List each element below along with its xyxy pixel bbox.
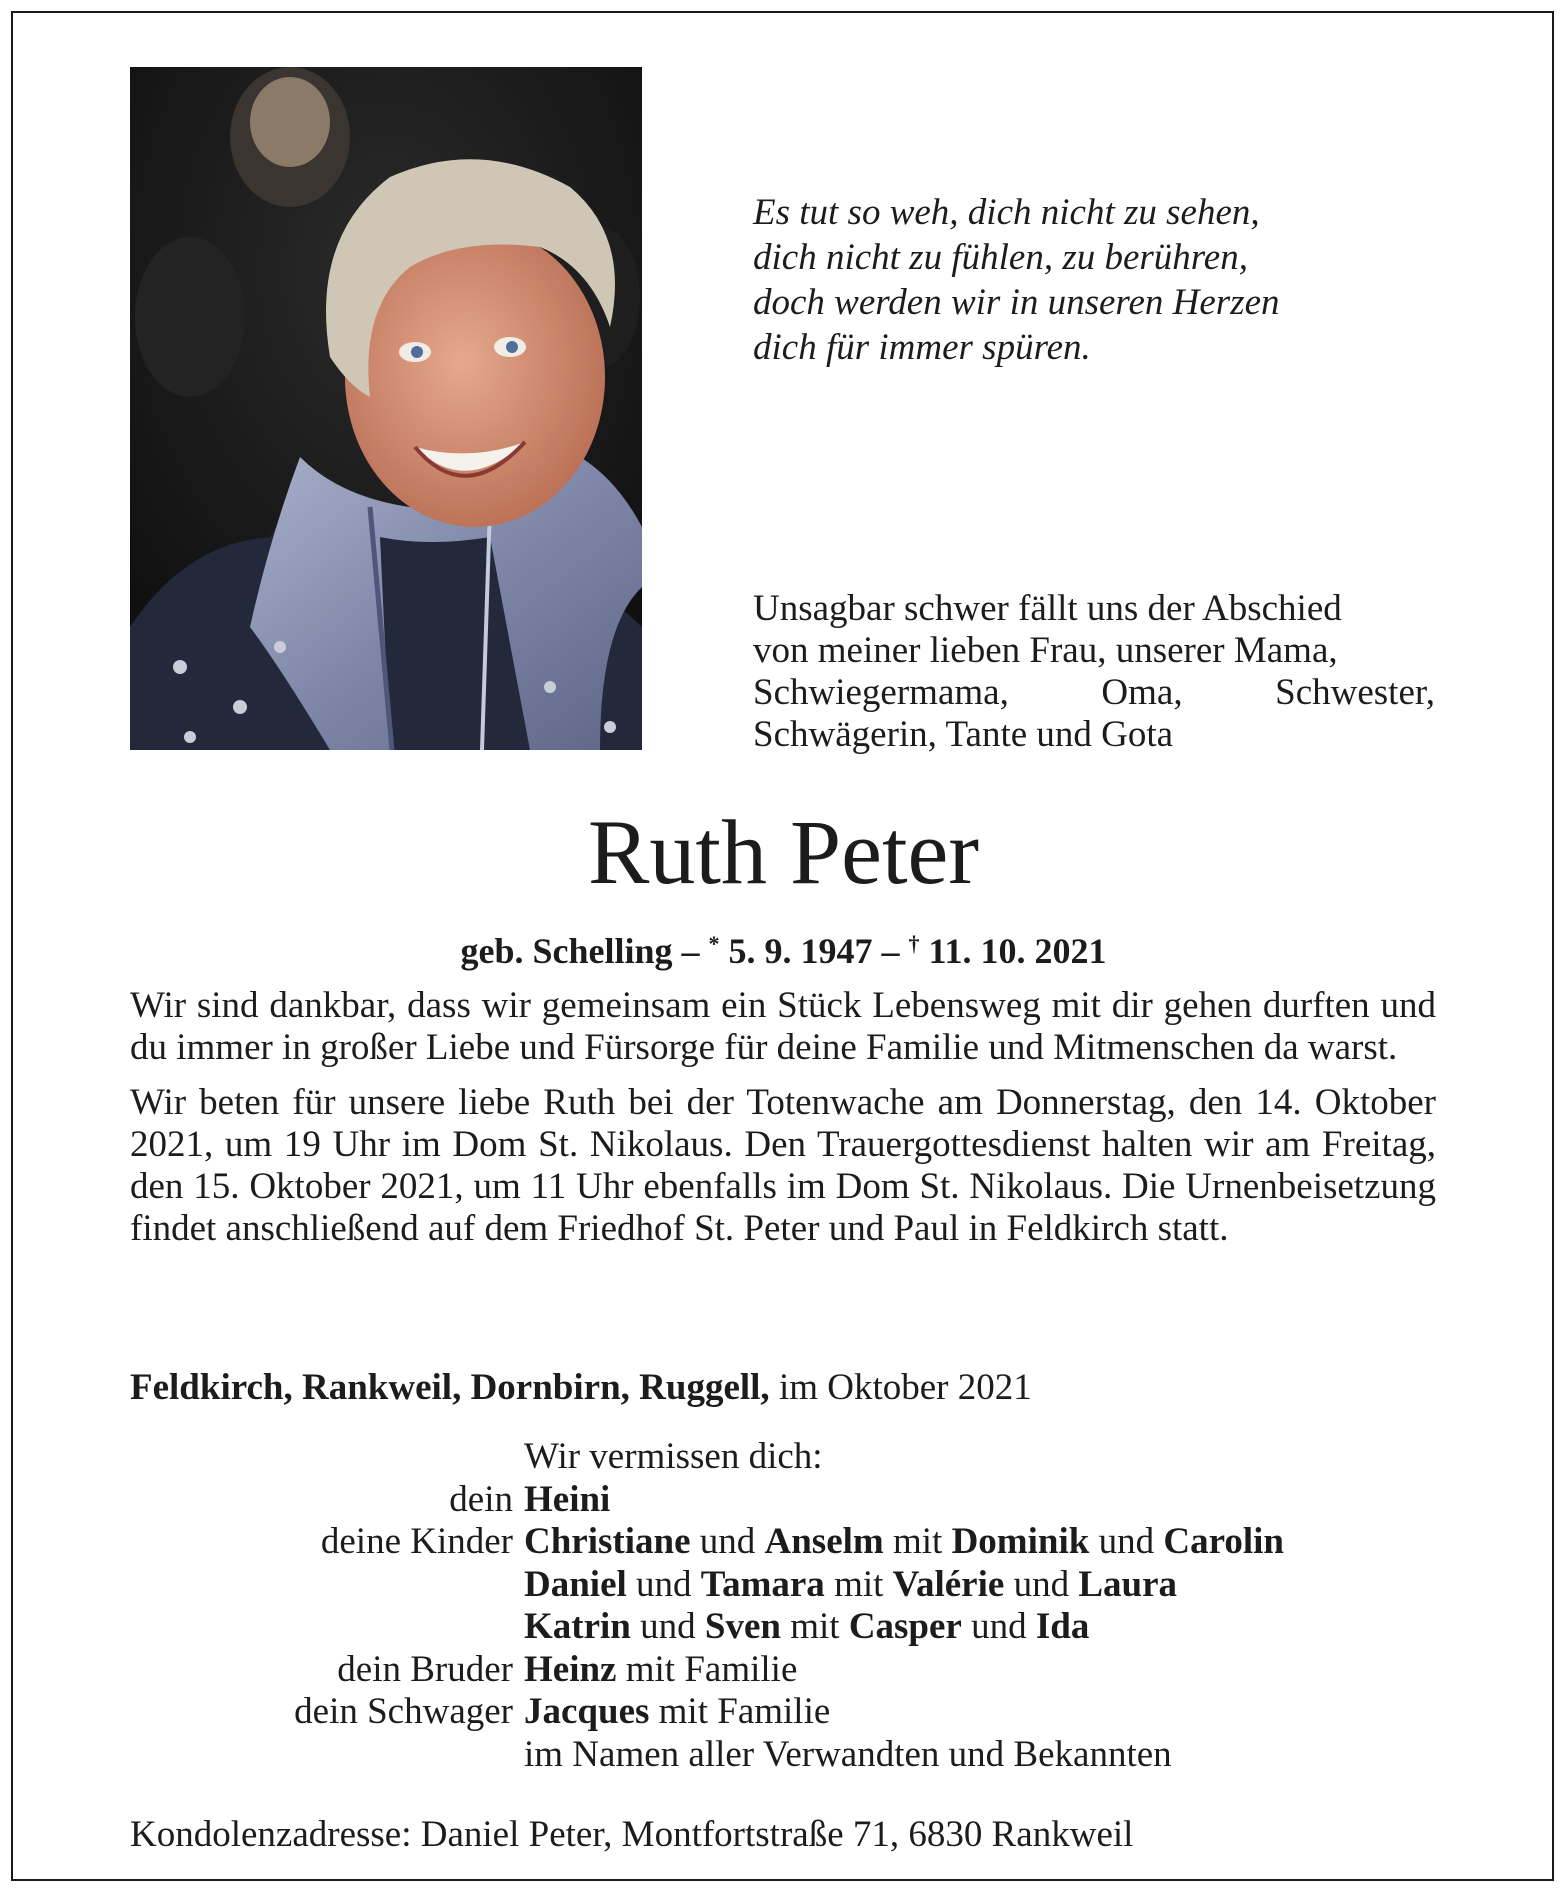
mourners-heading: Wir vermissen dich: bbox=[524, 1436, 823, 1477]
relation-label: dein Bruder bbox=[337, 1648, 513, 1690]
mourner-name: Jacques bbox=[524, 1691, 650, 1732]
connector: mit bbox=[780, 1606, 849, 1647]
mourner-name: Laura bbox=[1078, 1563, 1177, 1605]
connector: und bbox=[1089, 1521, 1164, 1562]
connector: und bbox=[690, 1521, 765, 1562]
mourner-name: Christiane bbox=[524, 1521, 691, 1562]
mourner-suffix: mit Familie bbox=[616, 1648, 798, 1690]
farewell-word: Oma, bbox=[1101, 672, 1183, 713]
farewell-word: Schwester, bbox=[1275, 672, 1435, 713]
place-date-line bbox=[130, 1366, 1436, 1410]
connector: und bbox=[961, 1606, 1036, 1647]
relation-spacer bbox=[130, 1606, 524, 1649]
mourner-name: Sven bbox=[704, 1606, 781, 1647]
birth-symbol: * bbox=[708, 931, 720, 956]
relation-spacer bbox=[130, 1564, 524, 1607]
mourner-name: Carolin bbox=[1163, 1521, 1284, 1562]
verse-line: Es tut so weh, dich nicht zu sehen, bbox=[753, 192, 1260, 233]
mourner-name: Daniel bbox=[524, 1563, 627, 1605]
mourner-name: Katrin bbox=[524, 1606, 631, 1647]
mourner-row bbox=[130, 1734, 1436, 1777]
mourner-row bbox=[130, 1479, 1436, 1522]
verse-line: dich nicht zu fühlen, zu berühren, bbox=[753, 237, 1248, 278]
verse-line: dich für immer spüren. bbox=[753, 327, 1091, 368]
mourners-heading-row bbox=[130, 1436, 1436, 1479]
mourner-name: Casper bbox=[848, 1606, 962, 1647]
farewell-text bbox=[753, 588, 1435, 756]
relation-label: deine Kinder bbox=[320, 1521, 513, 1562]
towns: Feldkirch, Rankweil, Dornbirn, Ruggell, bbox=[130, 1367, 770, 1408]
verse-line: doch werden wir in unseren Herzen bbox=[753, 282, 1280, 323]
birth-date: 5. 9. 1947 bbox=[719, 931, 873, 971]
relation-label: dein bbox=[449, 1478, 513, 1520]
gratitude-paragraph: Wir sind dankbar, dass wir gemeinsam ein Stück Lebensweg mit dir gehen durften und du immer in großer Liebe und Fürsorge für deine Familie und Mitmenschen da warst. bbox=[130, 985, 1436, 1068]
death-date: 11. 10. 2021 bbox=[919, 931, 1107, 971]
mourner-name: Heini bbox=[524, 1478, 611, 1520]
mourner-row bbox=[130, 1521, 1436, 1564]
portrait-photo bbox=[130, 67, 642, 750]
farewell-line: Unsagbar schwer fällt uns der Abschied bbox=[753, 588, 1342, 629]
mourner-suffix: mit Familie bbox=[649, 1691, 831, 1732]
mourner-name: Valérie bbox=[892, 1563, 1005, 1605]
connector: und bbox=[626, 1563, 701, 1605]
dash-separator: – bbox=[872, 931, 909, 971]
mourner-row bbox=[130, 1691, 1436, 1734]
relation-spacer bbox=[130, 1734, 524, 1777]
closing-line: im Namen aller Verwandten und Bekannten bbox=[524, 1733, 1172, 1775]
life-dates bbox=[0, 922, 1567, 973]
farewell-line bbox=[753, 672, 1435, 714]
connector: und bbox=[1004, 1563, 1079, 1605]
farewell-line: von meiner lieben Frau, unserer Mama, bbox=[753, 630, 1338, 671]
farewell-line: Schwägerin, Tante und Gota bbox=[753, 714, 1174, 755]
mourners-list bbox=[130, 1436, 1436, 1776]
mourner-name: Anselm bbox=[764, 1521, 884, 1562]
poem-verse bbox=[753, 190, 1453, 370]
relation-spacer bbox=[130, 1436, 524, 1479]
service-paragraph: Wir beten für unsere liebe Ruth bei der Totenwache am Donnerstag, den 14. Oktober 2021, um 19 Uhr im Dom St. Nikolaus. Den Trauergottesdienst halten wir am Freitag, den 15. Oktober 2021, um 11 Uhr ebenfalls im Dom St. Nikolaus. Die Urnenbeisetzung findet anschließend auf dem Friedhof St. Peter und Paul in Feldkirch statt. bbox=[130, 1082, 1436, 1249]
mourner-name: Ida bbox=[1035, 1606, 1090, 1647]
connector: mit bbox=[824, 1563, 893, 1605]
mourner-name: Heinz bbox=[524, 1648, 617, 1690]
mourner-row bbox=[130, 1564, 1436, 1607]
notice-date: im Oktober 2021 bbox=[769, 1367, 1032, 1408]
connector: und bbox=[630, 1606, 705, 1647]
mourner-name: Tamara bbox=[700, 1563, 825, 1605]
farewell-word: Schwiegermama, bbox=[753, 672, 1009, 713]
maiden-name: geb. Schelling bbox=[460, 931, 673, 971]
death-symbol: † bbox=[908, 931, 920, 956]
mourner-row bbox=[130, 1606, 1436, 1649]
connector: mit bbox=[883, 1521, 952, 1562]
notice-body bbox=[130, 985, 1436, 1263]
portrait-photo-icon bbox=[130, 67, 642, 750]
deceased-name: Ruth Peter bbox=[588, 801, 979, 903]
condolence-address: Kondolenzadresse: Daniel Peter, Montfortstraße 71, 6830 Rankweil bbox=[130, 1814, 1134, 1855]
dash-separator: – bbox=[672, 931, 709, 971]
mourner-name: Dominik bbox=[951, 1521, 1090, 1562]
relation-label: dein Schwager bbox=[294, 1691, 513, 1732]
mourner-row bbox=[130, 1649, 1436, 1692]
